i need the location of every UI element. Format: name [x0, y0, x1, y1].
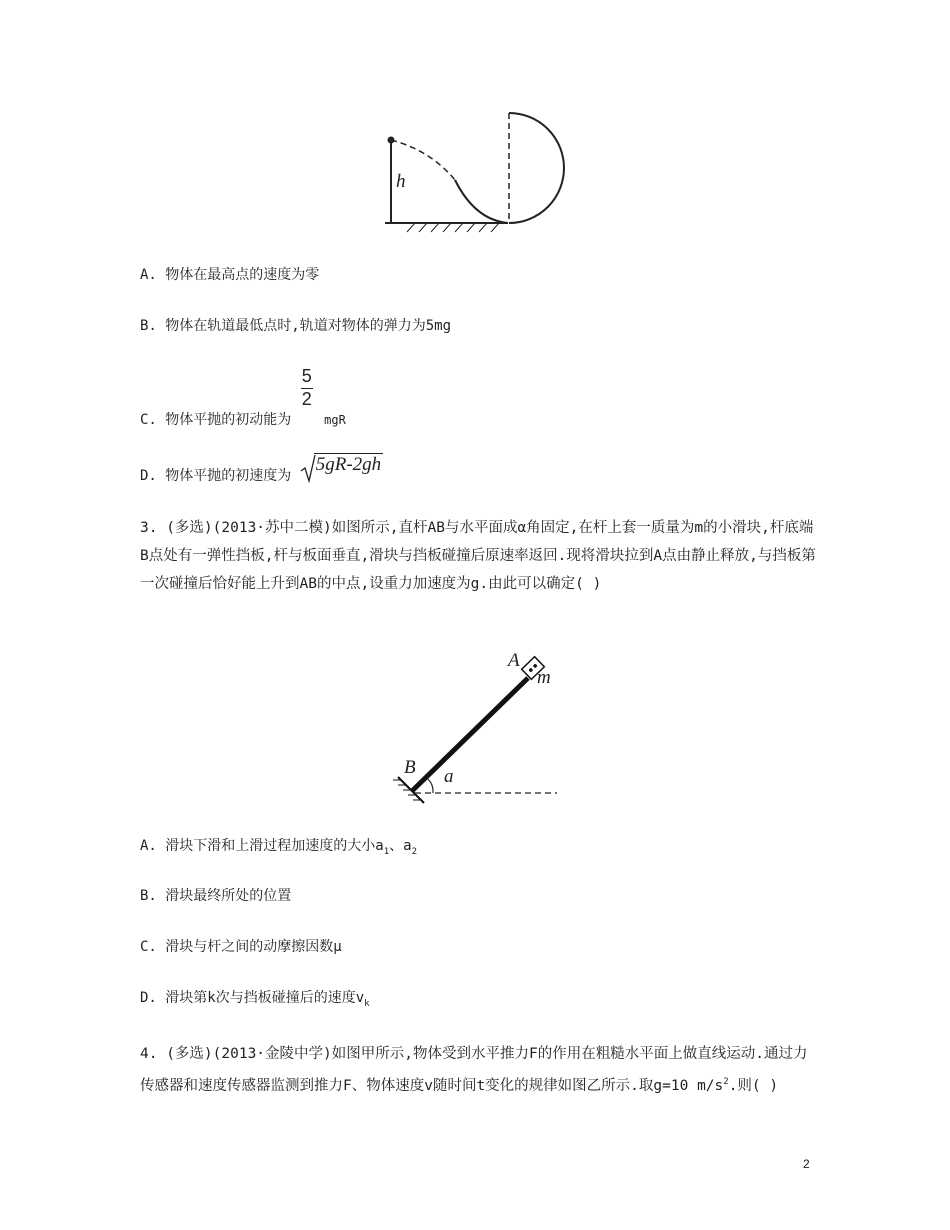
- q3-option-d-text: D. 滑块第k次与挡板碰撞后的速度v: [140, 990, 365, 1006]
- label-alpha: a: [444, 766, 454, 787]
- track-diagram: [375, 105, 575, 235]
- q2-option-d: [140, 455, 383, 485]
- question-4-text: [140, 1040, 820, 1100]
- question-4-main: 4. (多选)(2013·金陵中学)如图甲所示,物体受到水平推力F的作用在粗糙水平面上做直线运动.通过力传感器和速度传感器监测到推力F、物体速度v随时间t变化的规律如图乙所示.取g=10 m/s: [140, 1046, 808, 1094]
- question-4-end: .则( ): [728, 1077, 779, 1094]
- track-figure: [375, 105, 575, 235]
- ground-hatching: [407, 223, 499, 232]
- angle-arc: [428, 779, 433, 793]
- q3-option-a-sub2: 2: [411, 846, 417, 857]
- curved-track: [455, 180, 508, 223]
- q3-option-d-sub: k: [364, 998, 370, 1009]
- page-number: 2: [803, 1157, 810, 1171]
- rod-figure: [385, 645, 570, 805]
- label-a: A: [508, 650, 520, 671]
- q3-option-a-mid: 、a: [389, 838, 412, 854]
- radicand: 5gR-2gh: [315, 454, 382, 475]
- question-4-sup: 2: [723, 1077, 729, 1087]
- q2-option-c-prefix: C. 物体平抛的初动能为: [140, 412, 292, 428]
- q3-option-a: [140, 836, 417, 862]
- label-m: m: [537, 667, 551, 688]
- q3-option-d: [140, 988, 370, 1014]
- q2-option-c-suffix: mgR: [324, 413, 346, 427]
- q2-option-b: B. 物体在轨道最低点时,轨道对物体的弹力为5mg: [140, 318, 451, 334]
- fraction-denominator: 2: [301, 389, 312, 409]
- height-label: h: [396, 171, 406, 192]
- question-3-text: 3. (多选)(2013·苏中二模)如图所示,直杆AB与水平面成α角固定,在杆上套一质量为m的小滑块,杆底端B点处有一弹性挡板,杆与板面垂直,滑块与挡板碰撞后原速率返回.现将滑块拉到A点由静止释放,与挡板第一次碰撞后恰好能上升到AB的中点,设重力加速度为g.由此可以确定( ): [140, 520, 816, 592]
- q3-option-c: C. 滑块与杆之间的动摩擦因数μ: [140, 939, 342, 955]
- q2-option-a: A. 物体在最高点的速度为零: [140, 267, 320, 283]
- label-b: B: [404, 757, 416, 778]
- square-root: [300, 455, 383, 476]
- fraction: [300, 366, 316, 410]
- q3-option-a-text: A. 滑块下滑和上滑过程加速度的大小a: [140, 838, 384, 854]
- q2-option-d-prefix: D. 物体平抛的初速度为: [140, 467, 292, 484]
- semicircle-track: [509, 113, 564, 223]
- rod-line: [412, 678, 528, 791]
- radical-sign-icon: [300, 455, 316, 483]
- fraction-numerator: 5: [301, 366, 312, 386]
- q3-option-b: B. 滑块最终所处的位置: [140, 888, 292, 904]
- q3-option-a-sub1: 1: [383, 846, 390, 857]
- q2-option-c: [140, 366, 346, 428]
